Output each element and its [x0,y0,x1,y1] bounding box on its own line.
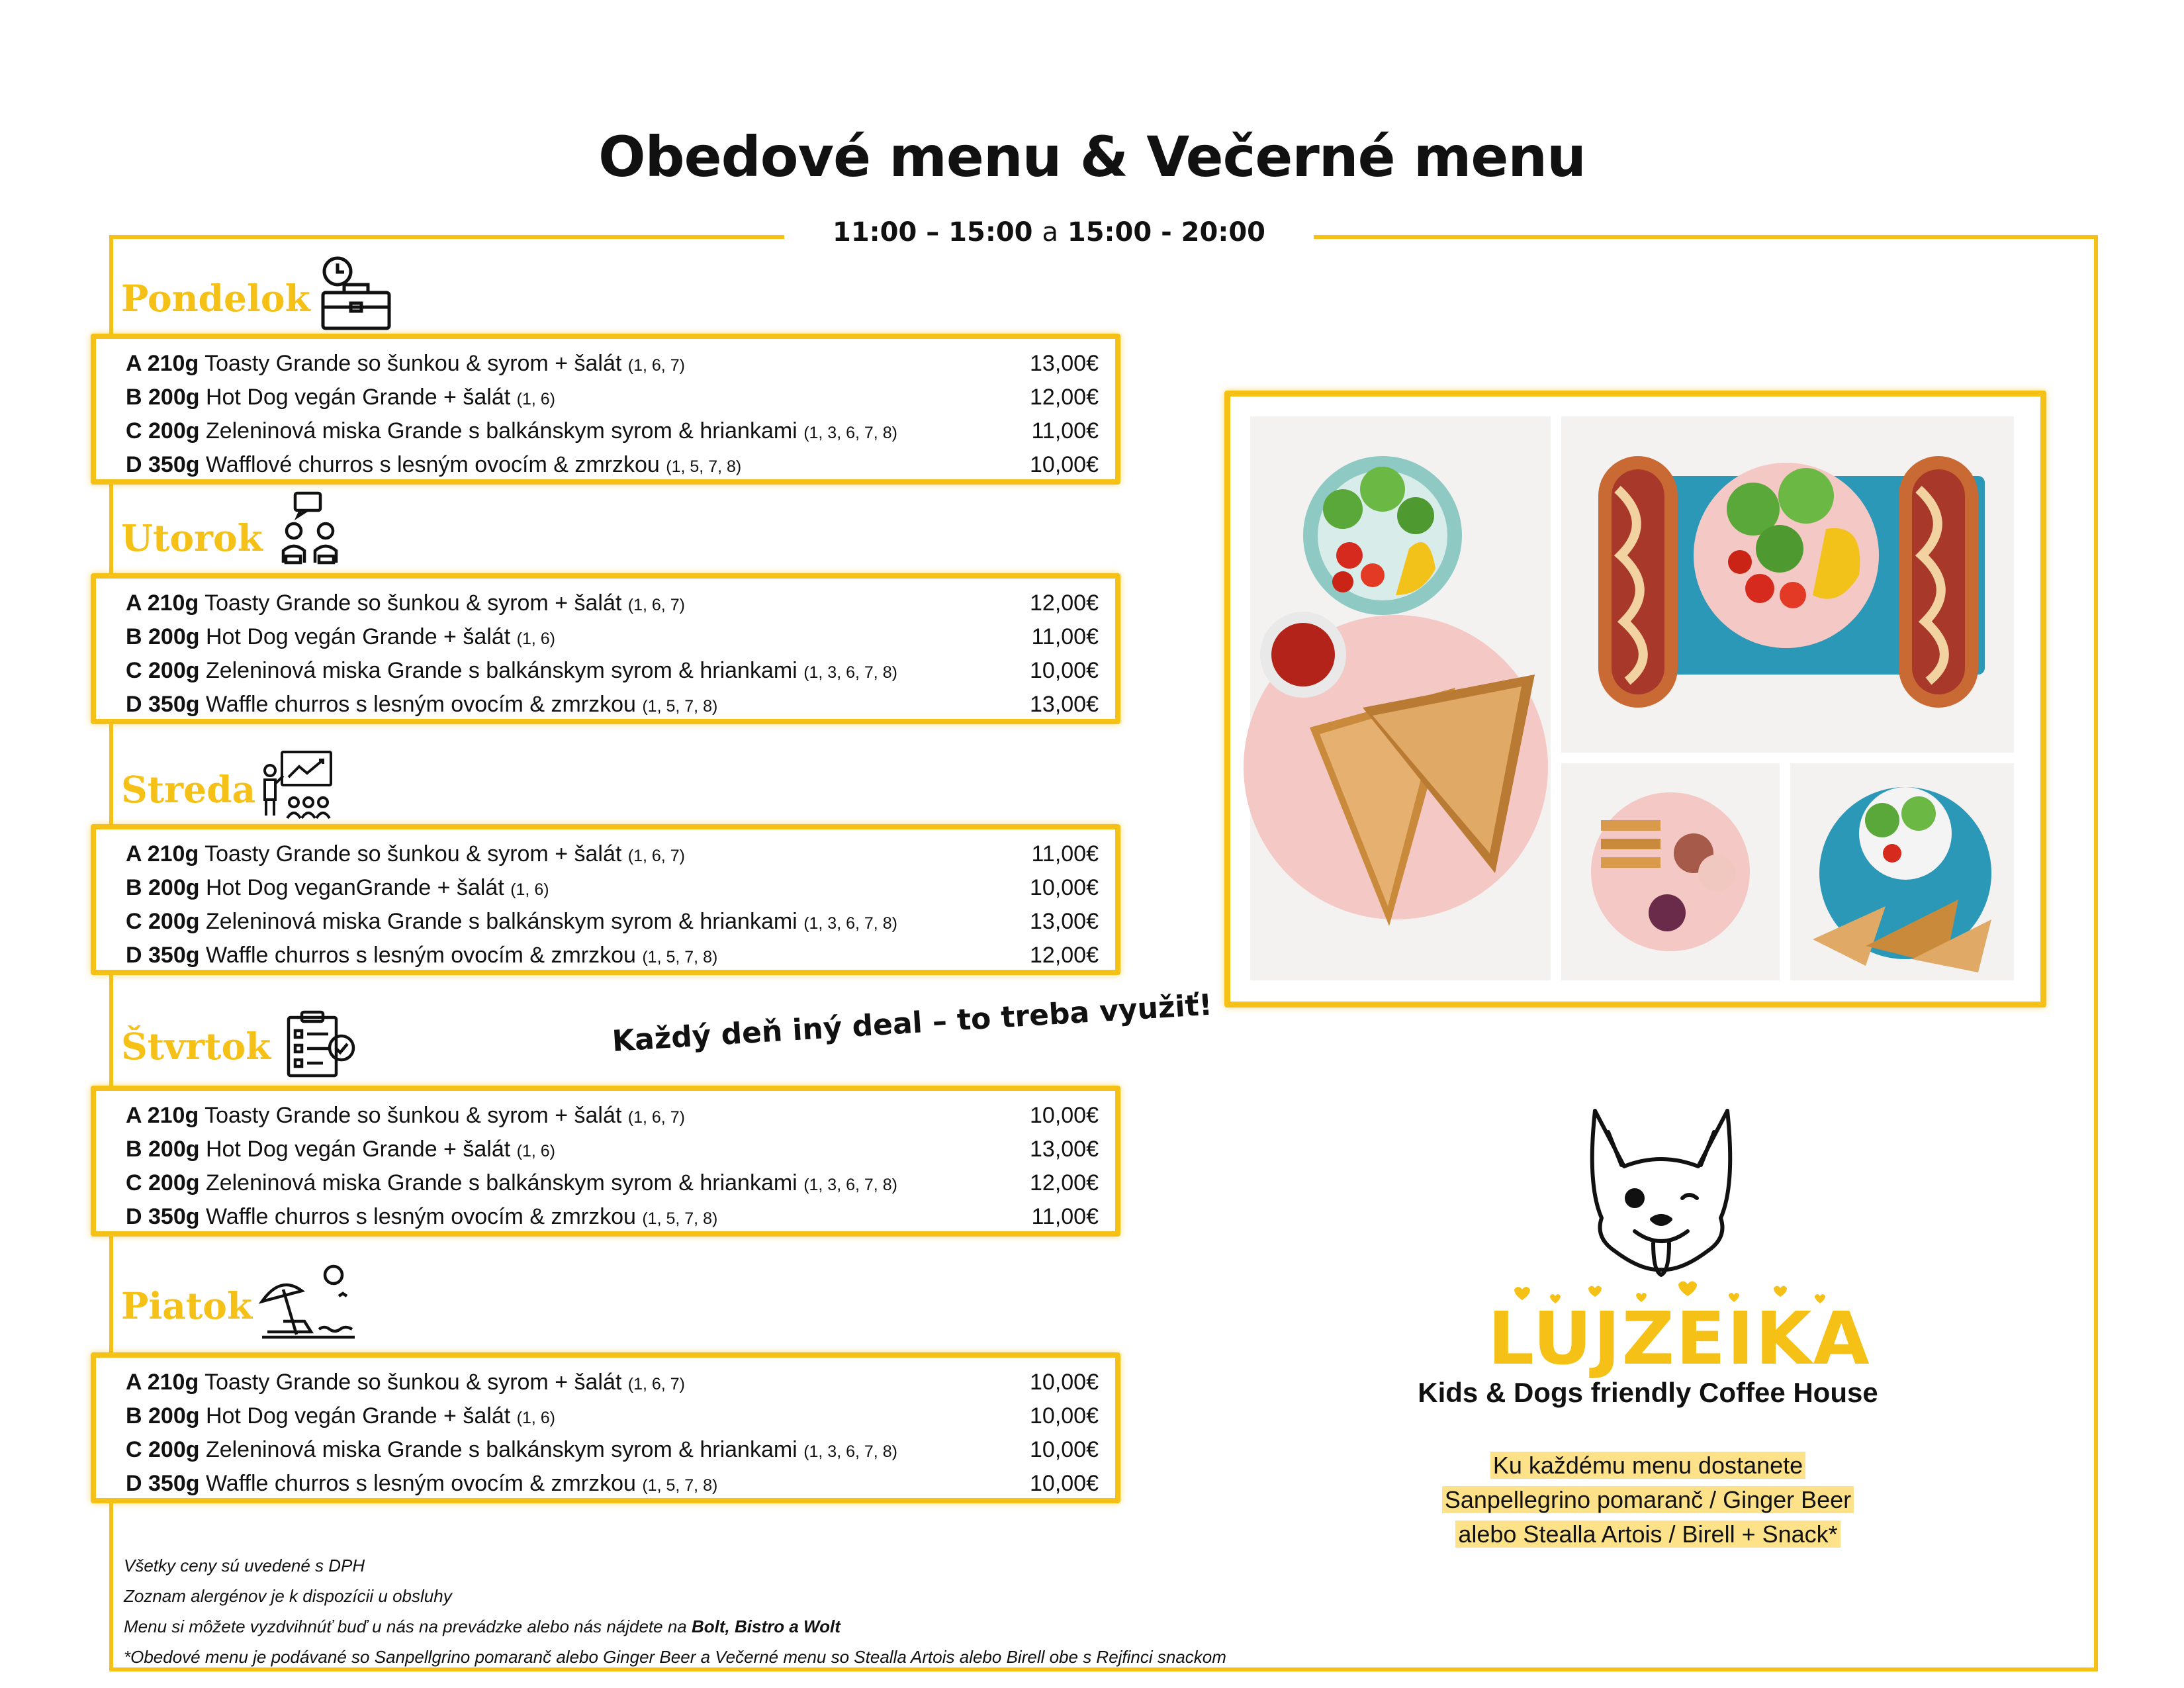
note-drinks: *Obedové menu je podávané so Sanpellgrino pomaranč alebo Ginger Beer a Večerné menu so Stealla Artois alebo Birell obe s Rejfinci snackom [124,1647,1226,1667]
day-menu-box [91,573,1120,724]
menu-item-code: D 350g [126,943,200,968]
menu-item [126,624,1099,659]
menu-item-code: B 200g [126,1137,200,1162]
menu-item-price: 11,00€ [1031,418,1099,444]
page-title: Obedové menu & Večerné menu [598,124,1586,189]
food-photo-panel [1224,391,2046,1008]
menu-item-allergens: (1, 6, 7) [627,1375,685,1393]
menu-item-code: D 350g [126,1204,200,1229]
menu-item-code: D 350g [126,692,200,717]
menu-item-allergens: (1, 3, 6, 7, 8) [803,1442,897,1461]
offer-line-2: Sanpellegrino pomaranč / Ginger Beer [1442,1486,1854,1513]
menu-item-allergens: (1, 5, 7, 8) [642,697,718,716]
note-allergens: Zoznam alergénov je k dispozícii u obsluhy [124,1586,452,1606]
menu-item-code: A 210g [126,841,199,867]
menu-item [126,590,1099,625]
menu-item-price: 12,00€ [1030,385,1099,410]
clock-briefcase-icon [316,252,396,332]
menu-item-allergens: (1, 6) [510,880,549,899]
menu-item [126,841,1099,876]
presentation-icon [259,747,336,823]
note-vat: Všetky ceny sú uvedené s DPH [124,1556,365,1575]
menu-item-name: Zeleninová miska Grande s balkánskym syrom & hriankami [205,909,797,934]
menu-item-name: Zeleninová miska Grande s balkánskym syrom & hriankami [205,1437,797,1462]
menu-item-name: Wafflové churros s lesným ovocím & zmrzkou [205,452,660,477]
menu-item-allergens: (1, 6) [516,1142,555,1160]
menu-item-name: Hot Dog vegán Grande + šalát [205,624,511,649]
menu-item-allergens: (1, 3, 6, 7, 8) [803,914,897,933]
menu-item-name: Waffle churros s lesným ovocím & zmrzkou [205,943,636,968]
menu-item-name: Toasty Grande so šunkou & syrom + šalát [205,1370,622,1395]
menu-item [126,658,1099,692]
menu-item-name: Toasty Grande so šunkou & syrom + šalát [205,590,622,616]
day-menu-box [91,824,1120,975]
menu-item-code: C 200g [126,418,200,444]
menu-item-code: A 210g [126,590,199,616]
menu-item-price: 10,00€ [1030,1471,1099,1496]
menu-item-price: 13,00€ [1030,692,1099,717]
hours-separator: a [1042,217,1058,248]
opening-hours [784,217,1314,248]
menu-item-name: Toasty Grande so šunkou & syrom + šalát [205,1103,622,1128]
menu-item-price: 11,00€ [1031,624,1099,649]
menu-item-allergens: (1, 6) [516,390,555,408]
menu-item-price: 13,00€ [1030,351,1099,376]
menu-item-code: C 200g [126,909,200,934]
checklist-icon [283,1009,359,1079]
offer-line-3: alebo Stealla Artois / Birell + Snack* [1455,1521,1840,1548]
menu-item-name: Zeleninová miska Grande s balkánskym syrom & hriankami [205,1170,797,1196]
menu-item-price: 13,00€ [1030,1137,1099,1162]
menu-item-allergens: (1, 5, 7, 8) [642,1476,718,1495]
menu-item [126,1103,1099,1137]
menu-item-allergens: (1, 5, 7, 8) [666,457,742,476]
menu-item-name: Waffle churros s lesným ovocím & zmrzkou [205,1471,636,1496]
menu-item-name: Zeleninová miska Grande s balkánskym syrom & hriankami [205,418,797,444]
menu-item [126,1437,1099,1472]
menu-offer [1390,1448,1906,1552]
note-delivery-text: Menu si môžete vyzdvihnúť buď u nás na prevádzke alebo nás nájdete na [124,1617,692,1636]
menu-item-name: Hot Dog vegán Grande + šalát [205,385,511,410]
menu-item-price: 10,00€ [1030,1103,1099,1128]
menu-item-price: 13,00€ [1030,909,1099,934]
menu-item-code: C 200g [126,1170,200,1196]
menu-item-allergens: (1, 6, 7) [627,1108,685,1127]
footnotes [124,1550,1226,1672]
menu-item [126,1403,1099,1438]
menu-item [126,1471,1099,1505]
menu-item-code: A 210g [126,1103,199,1128]
menu-item-price: 12,00€ [1030,1170,1099,1196]
menu-item-price: 11,00€ [1031,1204,1099,1229]
menu-item [126,692,1099,726]
menu-item-code: C 200g [126,658,200,683]
menu-item-allergens: (1, 5, 7, 8) [642,948,718,966]
menu-item-name: Hot Dog vegán Grande + šalát [205,1137,511,1162]
menu-item-name: Hot Dog vegán Grande + šalát [205,1403,511,1429]
day-name: Utorok [121,516,263,559]
menu-item-allergens: (1, 3, 6, 7, 8) [803,663,897,682]
note-delivery [124,1611,1226,1642]
menu-item [126,418,1099,453]
menu-item-code: D 350g [126,1471,200,1496]
menu-item [126,1204,1099,1239]
menu-item-price: 10,00€ [1030,452,1099,477]
menu-item [126,1370,1099,1404]
offer-line-1: Ku každému menu dostanete [1490,1452,1805,1479]
day-name: Piatok [121,1284,253,1327]
menu-item-price: 10,00€ [1030,658,1099,683]
menu-item [126,943,1099,977]
menu-item [126,452,1099,487]
menu-item-price: 10,00€ [1030,1403,1099,1429]
menu-item-allergens: (1, 3, 6, 7, 8) [803,1176,897,1194]
menu-item-price: 10,00€ [1030,1370,1099,1395]
food-photo-collage [1230,397,2040,1002]
menu-item-allergens: (1, 5, 7, 8) [642,1209,718,1228]
menu-item-allergens: (1, 6) [516,630,555,648]
day-menu-box [91,334,1120,485]
lunch-hours: 11:00 – 15:00 [833,217,1033,248]
menu-item-name: Hot Dog veganGrande + šalát [205,875,504,900]
menu-item-name: Waffle churros s lesným ovocím & zmrzkou [205,1204,636,1229]
menu-item [126,385,1099,419]
day-menu-box [91,1086,1120,1237]
meeting-icon [281,490,347,566]
menu-item-code: B 200g [126,875,200,900]
menu-item-allergens: (1, 6) [516,1409,555,1427]
day-name: Streda [121,768,256,811]
menu-item-code: C 200g [126,1437,200,1462]
dog-logo-icon [1582,1105,1741,1297]
menu-item-code: B 200g [126,385,200,410]
day-name: Pondelok [121,277,310,320]
menu-item-code: B 200g [126,624,200,649]
brand-logo-text: LUJZEIKA [1488,1296,1871,1381]
menu-item [126,351,1099,385]
menu-item-price: 11,00€ [1031,841,1099,867]
menu-item-code: A 210g [126,1370,199,1395]
daily-deal-slogan: Každý deň iný deal – to treba využiť! [611,988,1214,1058]
note-delivery-platforms: Bolt, Bistro a Wolt [692,1617,841,1636]
brand-tagline: Kids & Dogs friendly Coffee House [1418,1377,1878,1408]
menu-item-name: Waffle churros s lesným ovocím & zmrzkou [205,692,636,717]
day-menu-box [91,1352,1120,1503]
menu-item-allergens: (1, 3, 6, 7, 8) [803,424,897,442]
day-name: Štvrtok [121,1025,271,1068]
menu-item [126,875,1099,910]
menu-item-name: Zeleninová miska Grande s balkánskym syrom & hriankami [205,658,797,683]
menu-item-name: Toasty Grande so šunkou & syrom + šalát [205,841,622,867]
menu-item-price: 12,00€ [1030,590,1099,616]
menu-item-code: A 210g [126,351,199,376]
menu-item-allergens: (1, 6, 7) [627,596,685,614]
menu-item [126,1170,1099,1205]
menu-item-price: 10,00€ [1030,1437,1099,1462]
menu-item [126,1137,1099,1171]
menu-item-price: 12,00€ [1030,943,1099,968]
menu-item-code: B 200g [126,1403,200,1429]
beach-icon [258,1263,357,1342]
menu-item-code: D 350g [126,452,200,477]
menu-item-allergens: (1, 6, 7) [627,847,685,865]
menu-item [126,909,1099,943]
menu-item-price: 10,00€ [1030,875,1099,900]
evening-hours: 15:00 - 20:00 [1067,217,1265,248]
menu-item-name: Toasty Grande so šunkou & syrom + šalát [205,351,622,376]
menu-item-allergens: (1, 6, 7) [627,356,685,375]
